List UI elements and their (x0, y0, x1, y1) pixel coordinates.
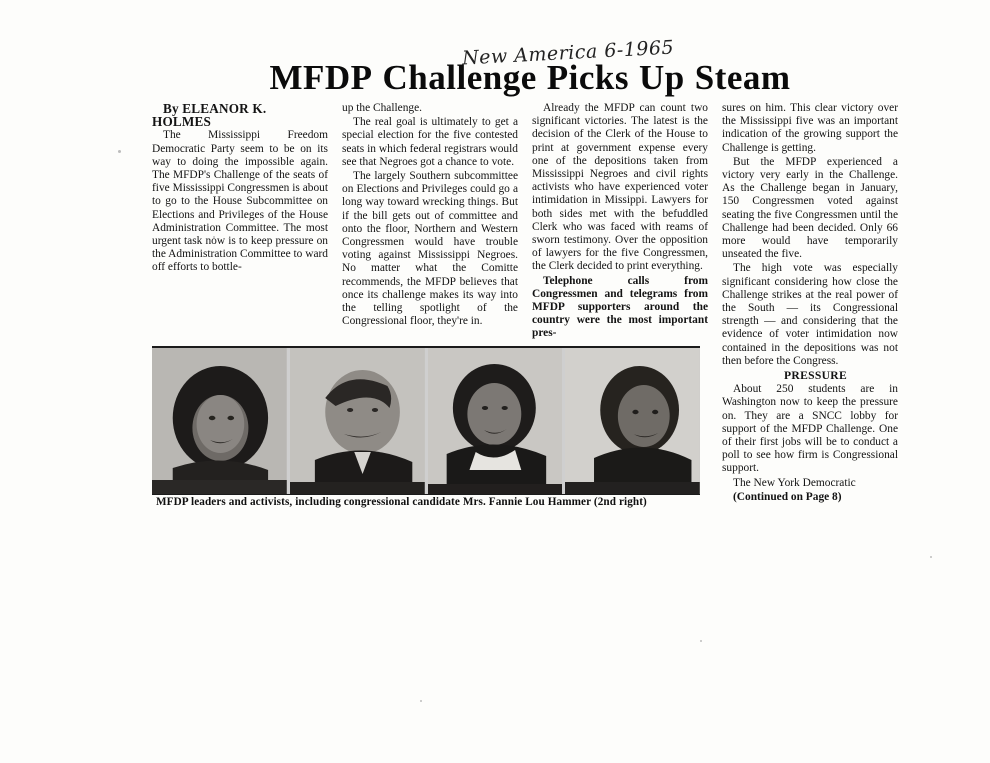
paragraph: The high vote was especially significant considering how close the Challenge strikes at the real power of the South — its Congressional strength — and considering that the evidence of voter intimidation now contained in the depositions was not then before the Congress. (722, 262, 898, 367)
headline-word-1: MFDP (269, 58, 373, 97)
photo-portrait-3 (428, 348, 563, 494)
headline-word-4: Up (638, 58, 685, 97)
paragraph: up the Challenge. (342, 102, 423, 114)
paragraph: The New York Democratic (733, 476, 856, 489)
byline: By ELEANOR K. HOLMES (152, 101, 267, 130)
scan-speck (420, 700, 422, 702)
paragraph: About 250 students are in Washington now to keep the pressure on. They are a SNCC lobby for support of the MFDP Challenge. One of their first jobs will be to conduct a poll to see how firm is Congressional support. (722, 383, 898, 475)
photo-portrait-2 (290, 348, 425, 494)
photo-portrait-4 (565, 348, 700, 494)
headline-word-2: Challenge (382, 58, 537, 97)
handwritten-annotation: New America 6-1965 (461, 36, 675, 70)
headline-word-3: Picks (546, 58, 629, 97)
scan-speck (930, 556, 932, 558)
photo-caption: MFDP leaders and activists, including congressional candidate Mrs. Fannie Lou Hammer (2nd right) (156, 496, 647, 508)
portrait-2-image (290, 348, 425, 494)
paragraph: But the MFDP experienced a victory very early in the Challenge. As the Challenge began in January, 150 Congressmen voted against seating the five Congressmen until the Challenge had been decided. Only 66 more would have temporarily unseated the five. (722, 155, 898, 261)
paragraph: The real goal is ultimately to get a special election for the five contested seats in which federal registrars would see that Negroes got a chance to vote. (342, 116, 518, 168)
paragraph: The largely Southern subcommittee on Elections and Privileges could go a long way toward wrecking things. But if the bill gets out of committee and onto the floor, Northern and Western Congressmen would have trouble voting against Mississippi Negroes. No matter what the Comitte recommends, the MFDP believes that once its challenge makes its way into the telling spotlight of the Congressional floor, they're in. (342, 170, 518, 328)
paragraph: sures on him. This clear victory over the Mississippi five was an important indication of the growing support the Challenge is getting. (722, 102, 898, 154)
photo-strip (152, 346, 700, 495)
scan-speck (700, 640, 702, 642)
photo-portrait-1 (152, 348, 287, 494)
section-subhead: PRESSURE (784, 369, 847, 383)
scan-speck (118, 150, 121, 153)
page-title (152, 58, 908, 98)
paragraph: Already the MFDP can count two significant victories. The latest is the decision of the Clerk of the House to print at government expense every one of the depositions taken from Mississippi Negroes and civil rights activists who have experienced voter intimidation in Missippi. Lawyers for both sides met with the befuddled Clerk who was faced with reams of sworn testimony. Over the opposition of lawyers for the five Congressmen, the Clerk decided to print everything. (532, 102, 708, 273)
paragraph-bold: Telephone calls from Congressmen and telegrams from MFDP supporters around the country were the most important pres- (532, 274, 708, 340)
headline-word-5: Steam (694, 58, 791, 97)
article-column-4 (722, 102, 898, 505)
portrait-1-image (152, 348, 287, 494)
continued-note: (Continued on Page 8) (733, 490, 842, 503)
portrait-4-image (565, 348, 700, 494)
paragraph: The Mississippi Freedom Democratic Party seem to be on its way to doing the impossible again. The MFDP's Challenge of the seats of five Mississippi Congressmen is about to go to the House Subcommittee on Elections and Privileges of the House Administration Committee. The most urgent task now is to keep pressure on the Administration Committee to ward off efforts to bottle- (152, 129, 328, 274)
newspaper-clipping (152, 36, 908, 526)
portrait-3-image (428, 348, 563, 494)
